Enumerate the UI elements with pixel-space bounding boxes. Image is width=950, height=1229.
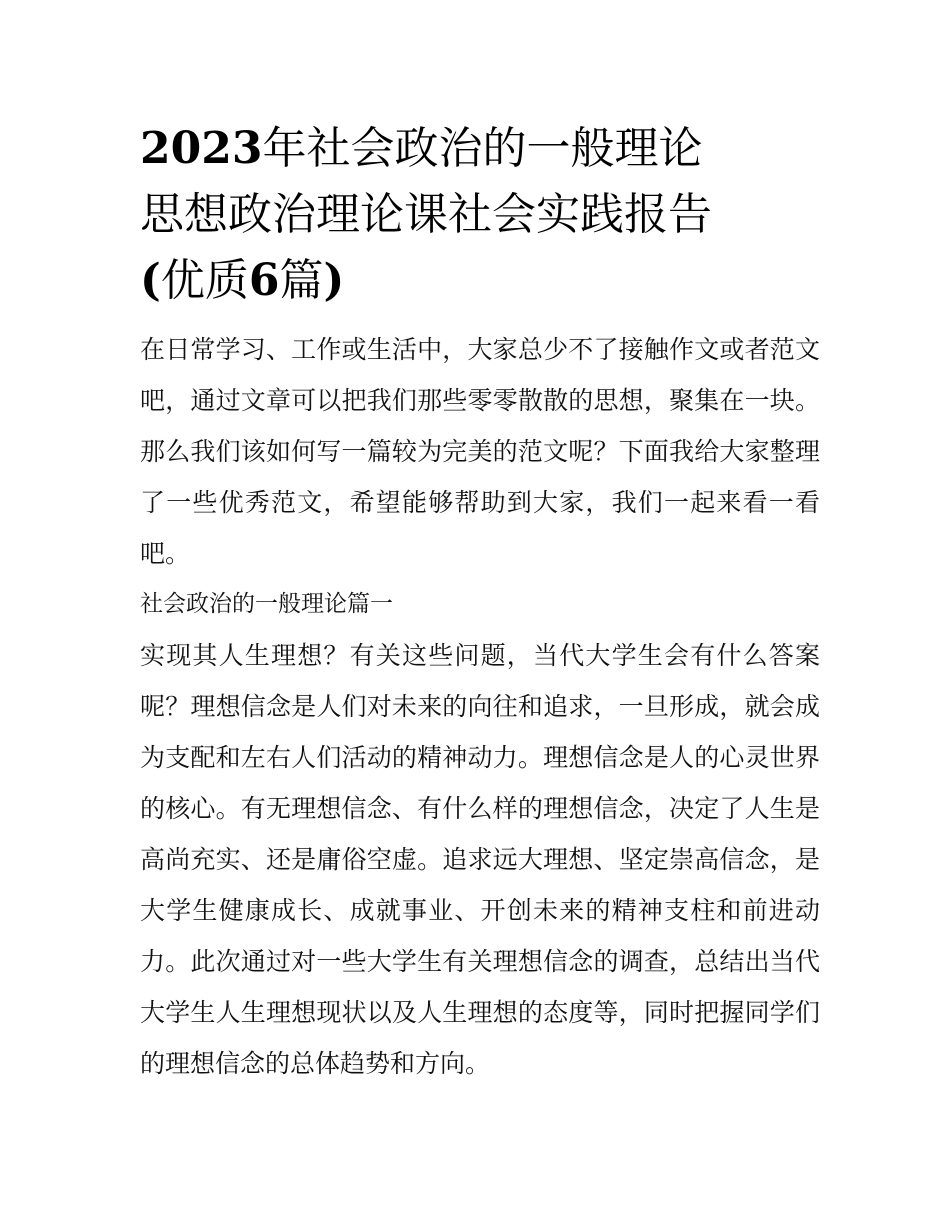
title-line3-text1: 优质 <box>160 255 249 306</box>
document-title <box>140 116 820 314</box>
title-line2-text: 思想政治理论课社会实践报告 <box>140 189 712 240</box>
title-line3-text2: 篇 <box>279 255 324 306</box>
title-close-paren: ) <box>323 255 345 306</box>
title-count: 6 <box>248 255 280 306</box>
document-content <box>140 116 820 1089</box>
body-paragraph: 实现其人生理想？有关这些问题，当代大学生会有什么答案呢？理想信念是人们对未来的向往和追求，一旦形成，就会成为支配和左右人们活动的精神动力。理想信念是人的心灵世界的核心。有无理想信念、有什么样的理想信念，决定了人生是高尚充实、还是庸俗空虚。追求远大理想、坚定崇高信念，是大学生健康成长、成就事业、开创未来的精神支柱和前进动力。此次通过对一些大学生有关理想信念的调查，总结出当代大学生人生理想现状以及人生理想的态度等，同时把握同学们的理想信念的总体趋势和方向。 <box>140 641 820 1078</box>
intro-paragraph: 在日常学习、工作或生活中，大家总少不了接触作文或者范文吧，通过文章可以把我们那些零零散散的思想，聚集在一块。那么我们该如何写一篇较为完美的范文呢？下面我给大家整理了一些优秀范文，希望能够帮助到大家，我们一起来看一看吧。 <box>140 335 820 568</box>
section-heading: 社会政治的一般理论篇一 <box>140 591 393 617</box>
title-open-paren: ( <box>140 255 161 306</box>
title-line1-text: 年社会政治的一般理论 <box>262 123 703 174</box>
title-year: 2023 <box>140 123 263 174</box>
